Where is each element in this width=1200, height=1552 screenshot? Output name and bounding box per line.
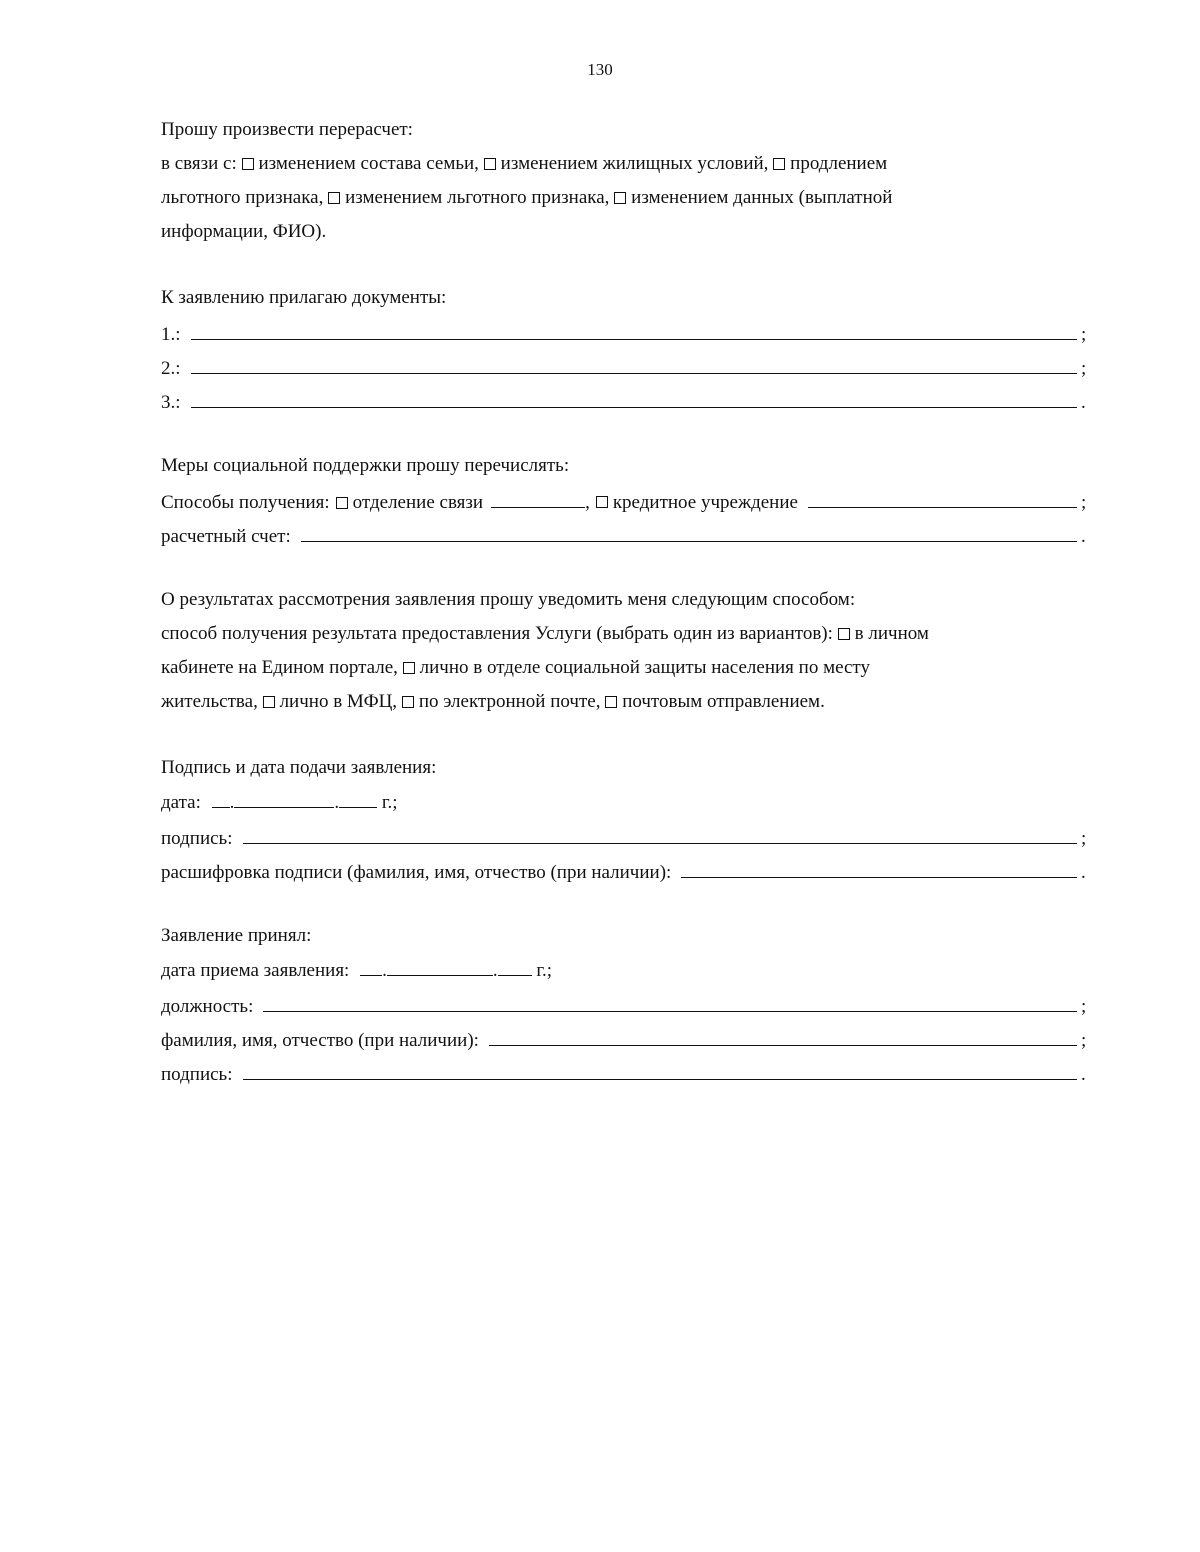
recalc-heading: Прошу произвести перерасчет: bbox=[161, 119, 413, 140]
payment-methods-label: Способы получения: bbox=[161, 492, 330, 513]
post-office-label: отделение связи bbox=[352, 492, 484, 513]
page-number: 130 bbox=[587, 60, 613, 79]
accepted-position-label: должность: bbox=[161, 996, 254, 1017]
signature-decode-label: расшифровка подписи (фамилия, имя, отчество (при наличии): bbox=[161, 862, 672, 883]
notify-prefix: способ получения результата предоставления Услуги (выбрать один из вариантов): bbox=[161, 623, 833, 644]
checkbox-bank[interactable] bbox=[596, 496, 608, 508]
signature-date-row bbox=[161, 785, 1091, 819]
checkbox-post[interactable] bbox=[605, 696, 617, 708]
option-mfc: лично в МФЦ, bbox=[279, 691, 398, 712]
document-row-1 bbox=[161, 315, 1091, 349]
document-row-3 bbox=[161, 383, 1091, 417]
signature-decode-row bbox=[161, 853, 1091, 887]
signature-date-label: дата: bbox=[161, 792, 201, 813]
document-field-1[interactable] bbox=[191, 315, 1077, 340]
notify-line-1: О результатах рассмотрения заявления прошу уведомить меня следующим способом: bbox=[161, 589, 856, 610]
payment-heading: Меры социальной поддержки прошу перечислять: bbox=[161, 455, 570, 476]
accepted-position-field[interactable] bbox=[263, 987, 1077, 1012]
option-department-b: жительства, bbox=[161, 691, 258, 712]
bank-end: ; bbox=[1081, 492, 1087, 513]
bank-field[interactable] bbox=[808, 483, 1077, 508]
checkbox-housing[interactable] bbox=[484, 158, 496, 170]
accepted-sign-label: подпись: bbox=[161, 1064, 233, 1085]
option-housing: изменением жилищных условий, bbox=[500, 153, 769, 174]
documents-heading: К заявлению прилагаю документы: bbox=[161, 287, 447, 308]
account-label: расчетный счет: bbox=[161, 526, 291, 547]
checkbox-extension[interactable] bbox=[773, 158, 785, 170]
account-row bbox=[161, 517, 1091, 551]
document-field-2[interactable] bbox=[191, 349, 1077, 374]
document-end-3: . bbox=[1081, 392, 1086, 413]
application-form bbox=[161, 113, 1091, 1089]
accepted-year-field[interactable] bbox=[498, 953, 532, 976]
option-family: изменением состава семьи, bbox=[258, 153, 479, 174]
accepted-position-row bbox=[161, 987, 1091, 1021]
signature-sign-row bbox=[161, 819, 1091, 853]
accepted-sign-row bbox=[161, 1055, 1091, 1089]
checkbox-family[interactable] bbox=[242, 158, 254, 170]
checkbox-benefit-change[interactable] bbox=[328, 192, 340, 204]
signature-day-field[interactable] bbox=[212, 785, 230, 808]
accepted-year-suffix: г.; bbox=[536, 960, 553, 981]
option-extension: продлением bbox=[790, 153, 888, 174]
signature-sign-field[interactable] bbox=[243, 819, 1077, 844]
notify-line-4 bbox=[161, 685, 1091, 719]
signature-month-field[interactable] bbox=[234, 785, 334, 808]
bank-label: кредитное учреждение bbox=[612, 492, 798, 513]
signature-date-sep-1: . bbox=[229, 792, 235, 813]
option-department-a: лично в отделе социальной защиты населения по месту bbox=[419, 657, 870, 678]
document-end-1: ; bbox=[1081, 324, 1087, 345]
checkbox-data-change[interactable] bbox=[614, 192, 626, 204]
option-email: по электронной почте, bbox=[418, 691, 601, 712]
accepted-name-field[interactable] bbox=[489, 1021, 1077, 1046]
accepted-position-end: ; bbox=[1081, 996, 1087, 1017]
accepted-date-label: дата приема заявления: bbox=[161, 960, 350, 981]
checkbox-post-office[interactable] bbox=[336, 497, 348, 509]
document-end-2: ; bbox=[1081, 358, 1087, 379]
checkbox-department[interactable] bbox=[403, 662, 415, 674]
checkbox-email[interactable] bbox=[402, 696, 414, 708]
accepted-date-row bbox=[161, 953, 1091, 987]
option-cabinet-a: в личном bbox=[854, 623, 929, 644]
option-extension-cont: льготного признака, bbox=[161, 187, 324, 208]
document-num-2: 2.: bbox=[161, 358, 181, 379]
document-num-1: 1.: bbox=[161, 324, 181, 345]
post-office-sep: , bbox=[585, 492, 590, 513]
recalc-prefix: в связи с: bbox=[161, 153, 237, 174]
recalc-line-3: информации, ФИО). bbox=[161, 221, 327, 242]
option-cabinet-b: кабинете на Едином портале, bbox=[161, 657, 398, 678]
accepted-month-field[interactable] bbox=[387, 953, 493, 976]
accepted-heading: Заявление принял: bbox=[161, 925, 312, 946]
accepted-name-label: фамилия, имя, отчество (при наличии): bbox=[161, 1030, 479, 1051]
option-data-change: изменением данных (выплатной bbox=[631, 187, 893, 208]
notify-line-2 bbox=[161, 617, 1091, 651]
recalc-line-2 bbox=[161, 181, 1091, 215]
signature-decode-end: . bbox=[1081, 862, 1086, 883]
option-post: почтовым отправлением. bbox=[622, 691, 825, 712]
payment-methods-row bbox=[161, 483, 1091, 517]
checkbox-mfc[interactable] bbox=[263, 696, 275, 708]
document-num-3: 3.: bbox=[161, 392, 181, 413]
account-field[interactable] bbox=[301, 517, 1077, 542]
recalc-line-1 bbox=[161, 147, 1091, 181]
accepted-date-sep-1: . bbox=[382, 960, 387, 981]
option-benefit-change: изменением льготного признака, bbox=[345, 187, 610, 208]
accepted-name-row bbox=[161, 1021, 1091, 1055]
document-row-2 bbox=[161, 349, 1091, 383]
accepted-sign-end: . bbox=[1081, 1064, 1086, 1085]
accepted-sign-field[interactable] bbox=[243, 1055, 1077, 1080]
checkbox-cabinet[interactable] bbox=[838, 628, 850, 640]
signature-year-suffix: г.; bbox=[381, 792, 398, 813]
accepted-name-end: ; bbox=[1081, 1030, 1087, 1051]
accepted-day-field[interactable] bbox=[360, 953, 382, 976]
signature-decode-field[interactable] bbox=[681, 853, 1077, 878]
signature-date-sep-2: . bbox=[334, 792, 340, 813]
signature-heading: Подпись и дата подачи заявления: bbox=[161, 757, 437, 778]
account-end: . bbox=[1081, 526, 1086, 547]
accepted-date-sep-2: . bbox=[492, 960, 498, 981]
document-field-3[interactable] bbox=[191, 383, 1077, 408]
notify-line-3 bbox=[161, 651, 1091, 685]
signature-sign-label: подпись: bbox=[161, 828, 233, 849]
post-office-field[interactable] bbox=[491, 485, 585, 508]
signature-year-field[interactable] bbox=[339, 785, 377, 808]
signature-sign-end: ; bbox=[1081, 828, 1087, 849]
